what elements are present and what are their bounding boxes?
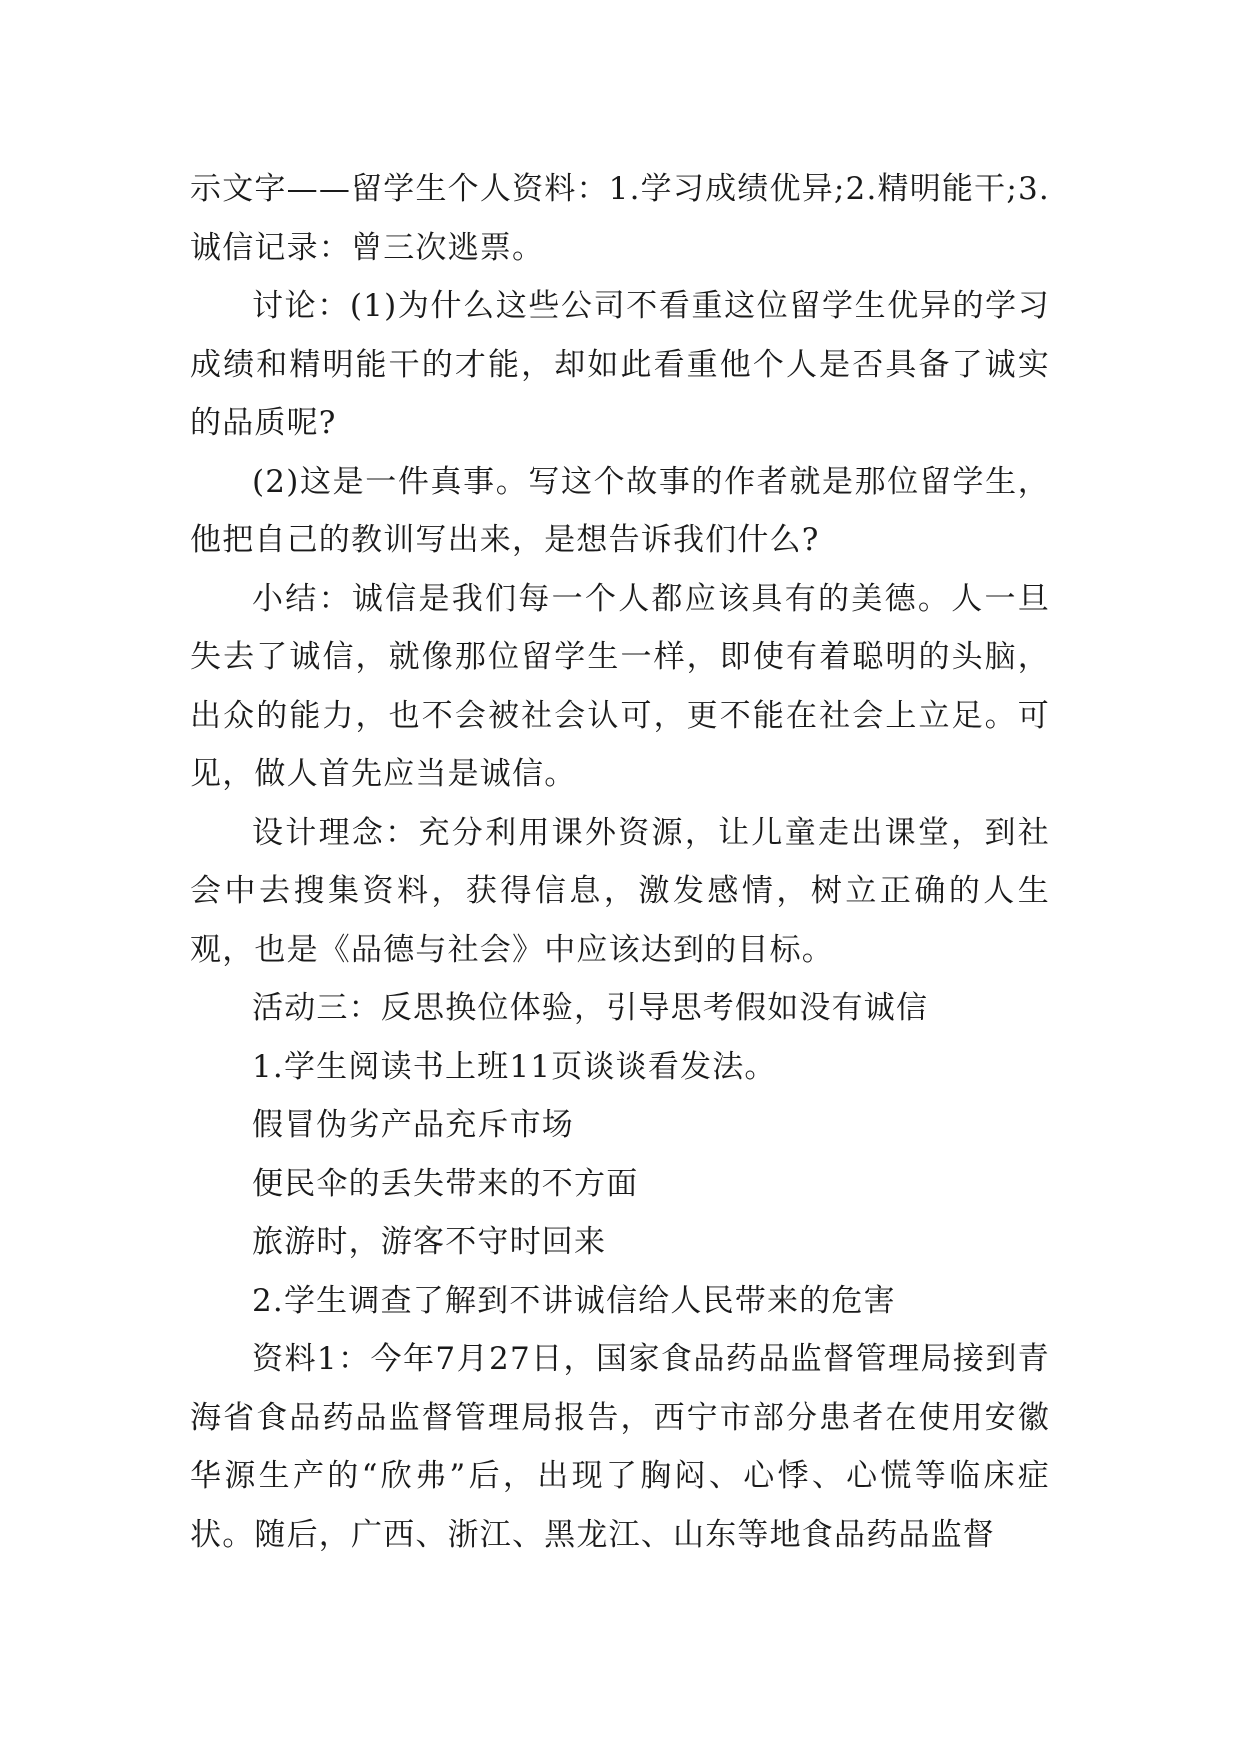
paragraph-student-profile: 示文字——留学生个人资料：1.学习成绩优异;2.精明能干;3.诚信记录：曾三次逃票。 <box>190 171 1050 266</box>
paragraph-activity-three: 活动三：反思换位体验，引导思考假如没有诚信 <box>252 990 929 1026</box>
paragraph-step-1: 1.学生阅读书上班11页谈谈看发法。 <box>252 1048 777 1085</box>
list-item-counterfeit: 假冒伪劣产品充斥市场 <box>252 1107 574 1143</box>
document-body <box>190 160 1050 1564</box>
paragraph-design-concept: 设计理念：充分利用课外资源，让儿童走出课堂，到社会中去搜集资料，获得信息，激发感情，树立正确的人生观，也是《品德与社会》中应该达到的目标。 <box>190 814 1050 968</box>
list-item-tourists: 旅游时，游客不守时回来 <box>252 1224 607 1260</box>
paragraph-step-2: 2.学生调查了解到不讲诚信给人民带来的危害 <box>252 1282 896 1319</box>
paragraph-discussion-1: 讨论：(1)为什么这些公司不看重这位留学生优异的学习成绩和精明能干的才能，却如此看重他个人是否具备了诚实的品质呢? <box>190 288 1050 441</box>
paragraph-summary: 小结：诚信是我们每一个人都应该具有的美德。人一旦失去了诚信，就像那位留学生一样，即使有着聪明的头脑，出众的能力，也不会被社会认可，更不能在社会上立足。可见，做人首先应当是诚信。 <box>190 580 1050 792</box>
paragraph-discussion-2: (2)这是一件真事。写这个故事的作者就是那位留学生，他把自己的教训写出来，是想告诉我们什么? <box>190 463 1050 558</box>
paragraph-material-1: 资料1：今年7月27日，国家食品药品监督管理局接到青海省食品药品监督管理局报告，西宁市部分患者在使用安徽华源生产的“欣弗”后，出现了胸闷、心悸、心慌等临床症状。随后，广西、浙江、黑龙江、山东等地食品药品监督 <box>190 1341 1050 1553</box>
list-item-umbrella: 便民伞的丢失带来的不方面 <box>252 1165 639 1202</box>
